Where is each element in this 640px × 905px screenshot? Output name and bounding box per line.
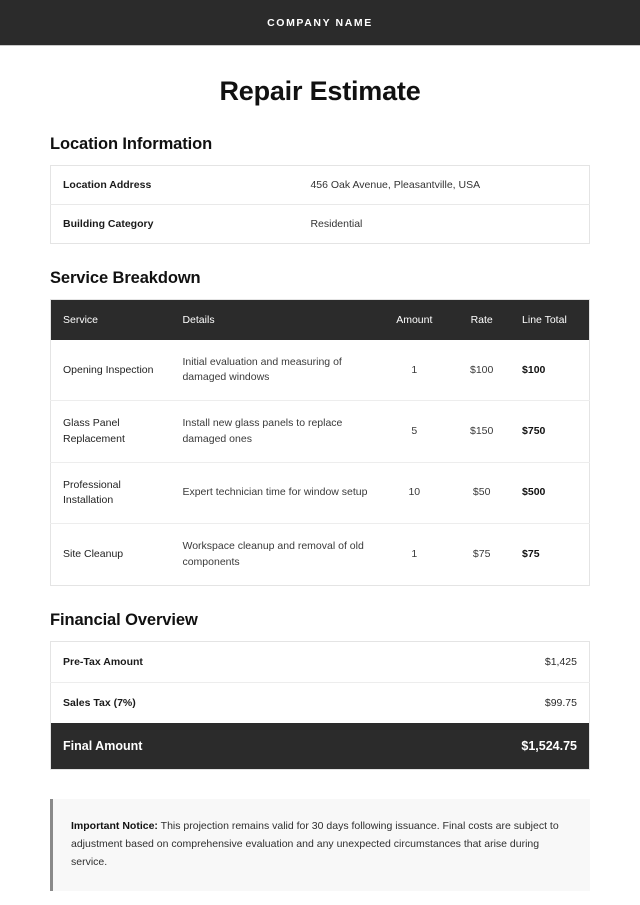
- location-address-value: 456 Oak Avenue, Pleasantville, USA: [310, 179, 481, 191]
- table-row: [51, 682, 590, 723]
- table-row: [51, 524, 590, 585]
- location-information-table: [50, 165, 590, 244]
- location-address-label: Location Address: [63, 179, 152, 191]
- building-category-value: Residential: [298, 205, 589, 244]
- service-details: Initial evaluation and measuring of damaged windows: [182, 356, 342, 384]
- service-amount: 10: [379, 462, 449, 523]
- total-label: Final Amount: [51, 723, 356, 770]
- spacer: [0, 107, 640, 135]
- service-line-total: $75: [514, 524, 589, 585]
- service-details: Workspace cleanup and removal of old components: [174, 524, 379, 585]
- building-category-label: Building Category: [51, 205, 299, 244]
- service-line-total: $100: [522, 363, 546, 376]
- service-name: Glass Panel Replacement: [51, 401, 175, 462]
- spacer: [0, 586, 640, 611]
- column-header-service: Service: [51, 300, 175, 341]
- table-row: [51, 205, 590, 244]
- location-section-heading: Location Information: [50, 135, 213, 153]
- table-row: [51, 166, 590, 205]
- table-header-row: [51, 300, 590, 341]
- service-rate: $100: [470, 363, 494, 376]
- location-information-section: [0, 135, 640, 244]
- column-header-rate: Rate: [449, 300, 514, 341]
- service-name: Opening Inspection: [63, 363, 154, 376]
- total-row: [51, 723, 590, 770]
- notice-title: Important Notice:: [71, 819, 158, 832]
- service-line-total: $750: [514, 401, 589, 462]
- total-value: $1,524.75: [356, 723, 590, 770]
- financial-overview-section: [0, 611, 640, 770]
- service-details: Install new glass panels to replace damaged ones: [174, 401, 379, 462]
- table-row: [51, 401, 590, 462]
- column-header-details: Details: [174, 300, 379, 341]
- service-name: Site Cleanup: [51, 524, 175, 585]
- notice-body: This projection remains valid for 30 days following issuance. Final costs are subject to adjustment based on comprehensive evaluation and any unexpected circumstances that arise during service.: [71, 819, 559, 868]
- service-details: Expert technician time for window setup: [174, 462, 379, 523]
- company-name: COMPANY NAME: [267, 16, 373, 29]
- tax-value: $99.75: [356, 682, 590, 723]
- service-rate: $150: [449, 401, 514, 462]
- tax-label: Sales Tax (7%): [51, 682, 356, 723]
- service-rate: $50: [449, 462, 514, 523]
- column-header-line-total: Line Total: [514, 300, 589, 341]
- service-line-total: $500: [514, 462, 589, 523]
- financial-section-heading: Financial Overview: [50, 610, 198, 629]
- table-row: [51, 462, 590, 523]
- service-breakdown-section: [0, 269, 640, 586]
- service-amount: 1: [379, 524, 449, 585]
- company-header-bar: [0, 0, 640, 46]
- service-section-heading: Service Breakdown: [50, 269, 201, 287]
- table-row: [51, 641, 590, 682]
- service-amount: 5: [379, 401, 449, 462]
- service-name: Professional Installation: [51, 462, 175, 523]
- table-row: [51, 340, 590, 401]
- important-notice-box: [50, 799, 590, 891]
- table-header: [51, 300, 590, 341]
- table-body: [51, 340, 590, 585]
- page-title: Repair Estimate: [219, 76, 421, 106]
- service-breakdown-table: [50, 299, 590, 586]
- column-header-amount: Amount: [379, 300, 449, 341]
- service-rate: $75: [449, 524, 514, 585]
- subtotal-label: Pre-Tax Amount: [63, 655, 143, 668]
- financial-overview-table: [50, 641, 590, 770]
- spacer: [0, 244, 640, 269]
- service-amount: 1: [411, 363, 418, 376]
- subtotal-value: $1,425: [544, 655, 577, 668]
